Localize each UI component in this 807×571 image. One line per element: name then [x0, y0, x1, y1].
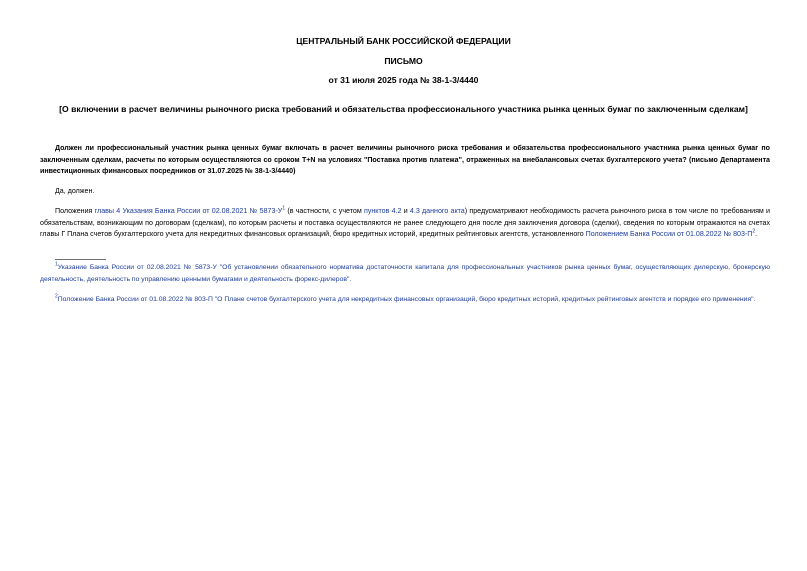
link-chapter-4-ukazanie-5873[interactable]: главы 4 Указания Банка России от 02.08.2021 № 5873-У: [94, 207, 283, 215]
issuing-organization: ЦЕНТРАЛЬНЫЙ БАНК РОССИЙСКОЙ ФЕДЕРАЦИИ: [296, 36, 511, 46]
footnote-ref-2[interactable]: 2: [752, 228, 756, 235]
link-punkt-4-3[interactable]: 4.3 данного акта: [409, 207, 465, 215]
body-text-1: Положения: [55, 207, 95, 215]
body-paragraph: [40, 206, 770, 241]
footnote-2-mark: 2: [55, 293, 58, 300]
body-text-3: и: [401, 207, 410, 215]
document-title: [О включении в расчет величины рыночного риска требований и обязательства профессионального участника рынка ценных бумаг по заключенным сделкам]: [59, 104, 748, 114]
link-punkt-4-2[interactable]: пунктов 4.2: [363, 207, 402, 215]
body-text-5: .: [755, 230, 758, 239]
body-text-2: (в частности, с учетом: [285, 207, 364, 215]
document-date-number: от 31 июля 2025 года № 38-1-3/4440: [328, 75, 479, 85]
footnote-ref-1[interactable]: 1: [282, 205, 286, 212]
footnote-1-text[interactable]: Указание Банка России от 02.08.2021 № 5873-У "Об установлении обязательного норматива достаточности капитала для профессиональных участников рынка ценных бумаг, осуществляющих дилерскую, брокерскую деятельность, деятельность по управлению ценными бумагами и деятельность форекс-дилеров".: [40, 264, 770, 283]
footnote-2[interactable]: [40, 294, 770, 306]
answer-paragraph: Да, должен.: [55, 187, 95, 195]
footnote-2-text[interactable]: Положение Банка России от 01.08.2022 № 803-П "О Плане счетов бухгалтерского учета для некредитных финансовых организаций, бюро кредитных историй, кредитных рейтинговых агентств и порядке его применения".: [57, 296, 756, 303]
footnote-1[interactable]: [40, 262, 770, 286]
question-paragraph: Должен ли профессиональный участник рынка ценных бумаг включать в расчет величины рыночного риска требования и обязательства профессионального участника рынка ценных бумаг по заключенным сделкам, расчеты по которым осуществляются со сроком T+N на условиях "Поставка против платежа", отраженных на внебалансовых счетах бухгалтерского учета? (письмо Департамента инвестиционных финансовых посредников от 31.07.2025 № 38-1-3/4440): [40, 144, 770, 176]
body-text-4: ) предусматривают необходимость расчета рыночного риска в том числе по требованиям и обязательствам, возникающим по договорам (сделкам), по которым расчеты и поставка осуществляются не ранее следующего дня после дня заключения договора (сделки), сведения по которым отражаются на счетах главы Г Плана счетов бухгалтерского учета для некредитных финансовых организаций, бюро кредитных историй, кредитных рейтинговых агентств, установленного: [40, 207, 771, 239]
footnote-divider: [55, 259, 106, 260]
footnote-1-mark: 1: [55, 261, 58, 268]
document-type: ПИСЬМО: [384, 56, 423, 66]
link-polozhenie-803p[interactable]: Положением Банка России от 01.08.2022 № 803-П: [585, 230, 753, 239]
